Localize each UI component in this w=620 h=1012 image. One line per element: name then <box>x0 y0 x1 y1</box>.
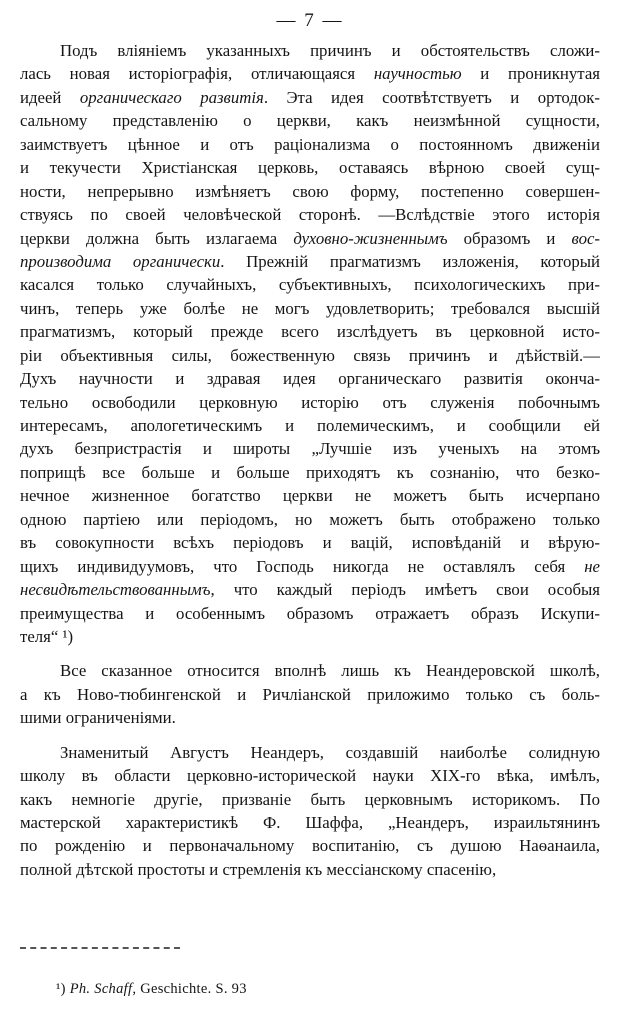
text-run: въ совокупности всѣхъ періодовъ и вацій, исповѣданій и вѣрую- <box>20 533 600 553</box>
body-text <box>20 39 600 881</box>
text-run: поприщѣ все больше и больше приходятъ къ сознанію, что безко- <box>20 462 600 482</box>
text-line <box>20 227 600 250</box>
text-line <box>20 764 600 787</box>
text-line <box>20 86 600 109</box>
text-line <box>20 391 600 414</box>
text-run: по рожденію и первоначальному воспитанію, съ душою Наѳанаила, <box>20 836 600 856</box>
text-line <box>20 344 600 367</box>
text-run: щихъ индивидуумовъ, что Господь никогда не оставлялъ себя <box>20 556 585 576</box>
footnote <box>56 981 247 998</box>
text-run: мастерской характеристикѣ Ф. Шаффа, „Неандеръ, израильтянинъ <box>20 813 600 832</box>
text-line <box>20 156 600 179</box>
text-line <box>20 508 600 531</box>
text-line <box>20 484 600 507</box>
text-line <box>20 133 600 156</box>
text-line <box>20 297 600 320</box>
text-line <box>20 203 600 226</box>
footnote-author: Ph. Schaff, <box>69 981 137 997</box>
text-line <box>20 602 600 625</box>
text-line <box>20 834 600 857</box>
text-run: чинъ, теперь уже болѣе не могъ удовлетворить; требовался высшій <box>20 298 600 318</box>
text-line <box>20 659 600 682</box>
paragraph <box>20 659 600 729</box>
text-run: идеей <box>20 87 80 107</box>
footnote-divider <box>20 947 180 949</box>
text-run: Знаменитый Августъ Неандеръ, создавшій наиболѣе солидную <box>60 742 600 762</box>
text-run: полной дѣтской простоты и стремленія къ мессіанскому спасенію, <box>20 859 497 879</box>
text-line <box>20 858 600 881</box>
text-line <box>20 109 600 132</box>
italic-run: несвидѣтельствованнымъ <box>20 580 211 600</box>
footnote-marker: ¹) <box>56 981 66 997</box>
text-line <box>20 437 600 460</box>
text-line <box>20 180 600 203</box>
text-run: заимствуетъ цѣнное и отъ раціонализма о постоянномъ движеніи <box>20 134 600 154</box>
text-line <box>20 788 600 811</box>
text-run: духъ безпристрастія и широты „Лучшіе изъ ученыхъ на этомъ <box>20 439 600 459</box>
text-run: какъ немногіе другіе, призваніе быть церковнымъ историкомъ. По <box>20 789 600 809</box>
italic-run: научностью <box>373 64 462 84</box>
paragraph <box>20 741 600 882</box>
italic-run: духовно-жизненнымъ <box>293 228 448 248</box>
text-line <box>20 320 600 343</box>
text-run: . Эта идея соотвѣтствуетъ и ортодок- <box>263 87 600 107</box>
footnote-text: Geschichte. S. 93 <box>140 981 247 997</box>
text-run: шими ограниченіями. <box>20 708 176 728</box>
text-run: Духъ научности и здравая идея органическаго развитія оконча- <box>20 369 600 389</box>
text-run: церкви должна быть излагаема <box>20 228 294 248</box>
text-run: а къ Ново-тюбингенской и Ричліанской приложимо только съ боль- <box>20 684 600 704</box>
italic-run: не <box>584 556 600 576</box>
italic-run: органическаго развитія <box>79 87 264 107</box>
text-run: прагматизмъ, который прежде всего изслѣдуетъ въ церковной исто- <box>20 322 600 342</box>
text-line <box>20 555 600 578</box>
paragraph <box>20 39 600 648</box>
text-line <box>20 578 600 601</box>
text-line <box>20 625 600 648</box>
text-line <box>20 531 600 554</box>
text-run: и текучести Христіанская церковь, оставаясь вѣрною своей сущ- <box>20 158 600 178</box>
text-run: ріи объективныя силы, божественную связь причинъ и дѣйствій.— <box>20 345 600 365</box>
text-line <box>20 811 600 834</box>
text-line <box>20 414 600 437</box>
text-line <box>20 367 600 390</box>
text-run: школу въ области церковно-исторической науки XIX-го вѣка, имѣлъ, <box>20 766 600 786</box>
text-line <box>20 273 600 296</box>
text-line <box>20 706 600 729</box>
text-run: . Прежній прагматизмъ изложенія, который <box>220 251 600 271</box>
text-run: тельно освободили церковную исторію отъ служенія побочнымъ <box>20 392 600 412</box>
italic-run: вос- <box>571 228 600 248</box>
text-line <box>20 62 600 85</box>
page-number: — 7 — <box>276 10 344 31</box>
text-run: и проникнутая <box>461 64 600 84</box>
text-run: преимущества и особеннымъ образомъ отражаетъ образъ Искупи- <box>20 603 600 623</box>
text-line <box>20 39 600 62</box>
text-run: касался только случайныхъ, субъективныхъ, психологическихъ при- <box>20 275 600 295</box>
text-line <box>20 683 600 706</box>
text-run: Подъ вліяніемъ указанныхъ причинъ и обстоятельствъ сложи- <box>60 41 600 60</box>
text-run: нечное жизненное богатство церкви не можетъ быть исчерпано <box>20 486 600 506</box>
text-run: ности, непрерывно измѣняетъ свою форму, постепенно совершен- <box>20 181 600 201</box>
italic-run: производима органически <box>20 251 221 271</box>
text-run: интересамъ, апологетическимъ и полемическимъ, и сообщили ей <box>20 416 600 435</box>
text-run: , что каждый періодъ имѣетъ свои особыя <box>210 580 600 600</box>
text-run: теля“ ¹) <box>20 626 74 646</box>
text-line <box>20 461 600 484</box>
text-run: образомъ и <box>447 228 572 248</box>
text-line <box>20 250 600 273</box>
text-run: одною партіею или періодомъ, но можетъ быть отображено только <box>20 509 600 529</box>
text-run: лась новая исторіографія, отличающаяся <box>20 64 374 84</box>
text-run: ствуясь по своей человѣческой сторонѣ. —Вслѣдствіе этого исторія <box>20 205 600 225</box>
text-run: Все сказанное относится вполнѣ лишь къ Неандеровской школѣ, <box>60 661 600 681</box>
text-line <box>20 741 600 764</box>
text-run: сальному представленію о церкви, какъ неизмѣнной сущности, <box>20 111 600 131</box>
